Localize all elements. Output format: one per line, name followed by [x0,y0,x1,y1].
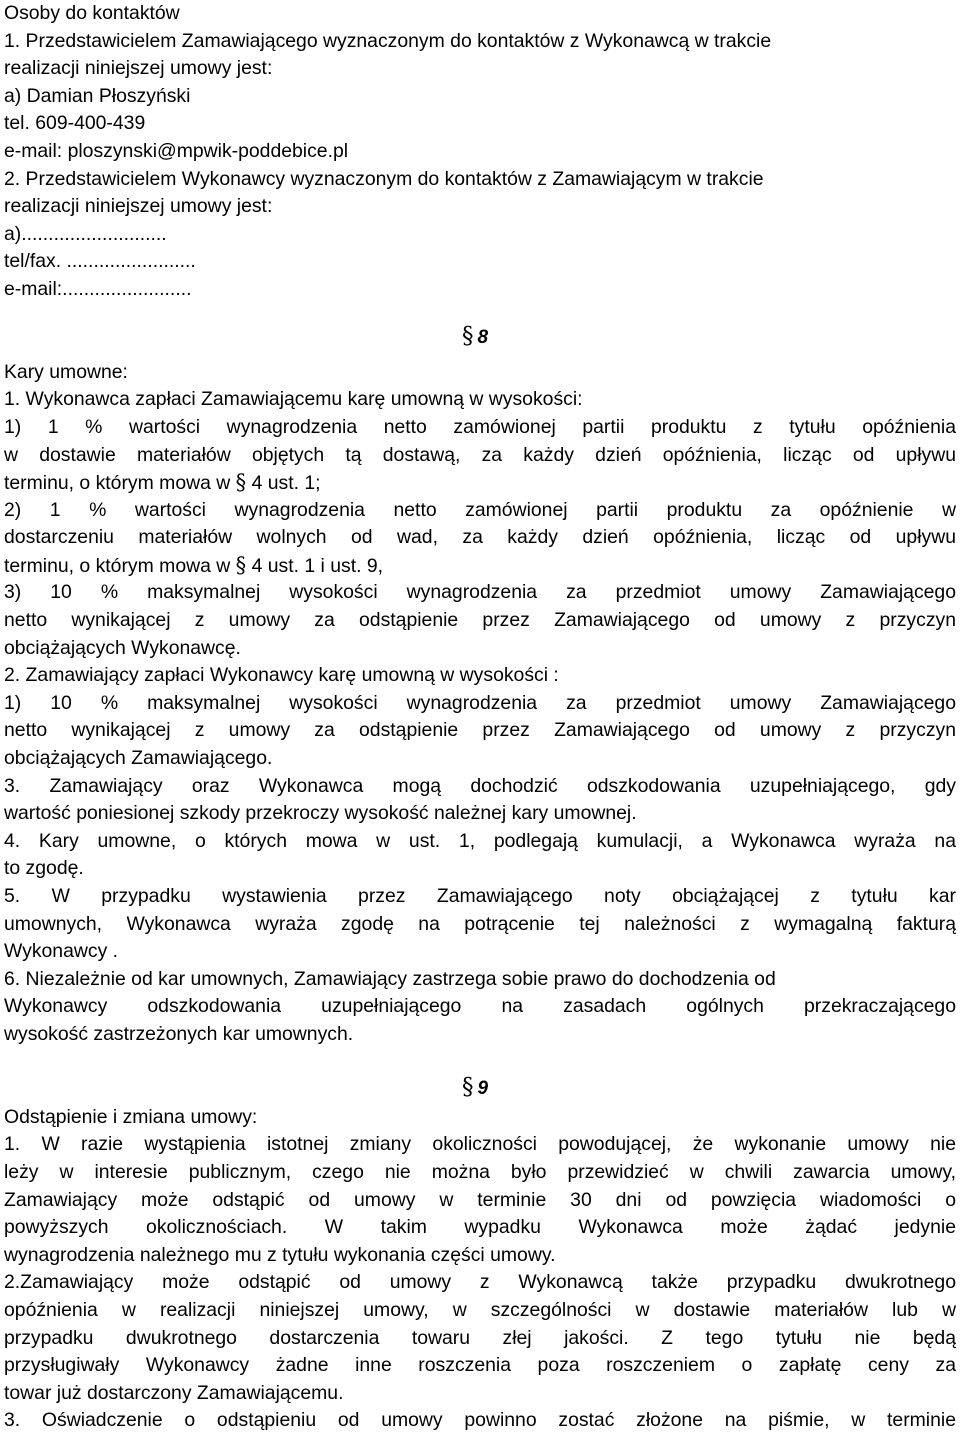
penalties-line-1: 1. Wykonawca zapłaci Zamawiającemu karę umowną w wysokości: [4,388,583,411]
penalties-line-17: 4. Kary umowne, o których mowa w ust. 1, podlegają kumulacji, a Wykonawca wyraża na [4,829,956,852]
section-8-mark [462,323,488,352]
withdrawal-line-1: 1. W razie wystąpienia istotnej zmiany okoliczności powodującej, że wykonanie umowy nie [4,1133,956,1156]
contacts-line-5: e-mail: ploszynski@mpwik-poddebice.pl [4,139,349,162]
withdrawal-line-6: 2.Zamawiający może odstąpić od umowy z Wykonawcą także przypadku dwukrotnego [4,1271,956,1294]
section-sign: § [235,552,247,577]
section-sign: § [462,1074,474,1101]
penalties-line-4: terminu, o którym mowa w § 4 ust. 1; [4,470,321,495]
withdrawal-line-7: opóźnienia w realizacji niniejszej umowy, w szczególności w dostawie materiałów lub w [4,1298,956,1321]
penalties-line-3: w dostawie materiałów objętych tą dostawą, za każdy dzień opóźnienia, licząc od upływu [4,443,956,466]
section-9-heading [4,1076,956,1104]
section-sign: § [235,470,247,495]
document-body [4,0,956,1435]
contacts-line-7: realizacji niniejszej umowy jest: [4,195,273,218]
section-8-heading [4,323,956,359]
contacts-line-8: a)........................... [4,222,167,245]
contacts-line-6: 2. Przedstawicielem Wykonawcy wyznaczonym do kontaktów z Zamawiającym w trakcie [4,167,764,190]
penalties-line-21: Wykonawcy . [4,940,119,963]
contacts-line-3: a) Damian Płoszyński [4,84,191,107]
penalties-line-18: to zgodę. [4,857,84,880]
penalties-heading: Kary umowne: [4,360,128,383]
withdrawal-line-11: 3. Oświadczenie o odstąpieniu od umowy powinno zostać złożone na piśmie, w terminie [4,1409,956,1432]
contacts-heading: Osoby do kontaktów [4,2,180,24]
penalties-line-16: wartość poniesionej szkody przekroczy wysokość należnej kary umownej. [4,802,637,825]
penalties-line-6: dostarczeniu materiałów wolnych od wad, za każdy dzień opóźnienia, licząc od upływu [4,526,956,549]
withdrawal-line-4: powyższych okolicznościach. W takim wypadku Wykonawca może żądać jedynie [4,1216,956,1239]
section-8-number: 8 [477,327,489,349]
contacts-line-10: e-mail:........................ [4,277,192,300]
section-9-number: 9 [477,1078,489,1100]
contacts-line-2: realizacji niniejszej umowy jest: [4,57,273,80]
penalties-line-12: 1) 10 % maksymalnej wysokości wynagrodzenia za przedmiot umowy Zamawiającego [4,691,956,714]
penalties-line-19: 5. W przypadku wystawienia przez Zamawiającego noty obciążającej z tytułu kar [4,885,956,907]
penalties-line-2: 1) 1 % wartości wynagrodzenia netto zamówionej partii produktu z tytułu opóźnienia [4,415,956,438]
penalties-line-22: 6. Niezależnie od kar umownych, Zamawiający zastrzega sobie prawo do dochodzenia od [4,967,776,990]
contacts-line-4: tel. 609-400-439 [4,112,146,135]
penalties-line-24: wysokość zastrzeżonych kar umownych. [4,1022,354,1045]
penalties-line-23: Wykonawcy odszkodowania uzupełniającego na zasadach ogólnych przekraczającego [4,995,956,1018]
penalties-line-11: 2. Zamawiający zapłaci Wykonawcy karę umowną w wysokości : [4,664,559,687]
withdrawal-line-9: przysługiwały Wykonawcy żadne inne roszczenia poza roszczeniem o zapłatę ceny za [4,1354,956,1377]
penalties-line-9: netto wynikającej z umowy za odstąpienie przez Zamawiającego od umowy z przyczyn [4,609,956,632]
section-sign: § [462,323,474,350]
withdrawal-line-8: przypadku dwukrotnego dostarczenia towaru złej jakości. Z tego tytułu nie będą [4,1326,956,1349]
penalties-line-8: 3) 10 % maksymalnej wysokości wynagrodzenia za przedmiot umowy Zamawiającego [4,581,956,604]
contacts-line-1: 1. Przedstawicielem Zamawiającego wyznaczonym do kontaktów z Wykonawcą w trakcie [4,29,772,52]
penalties-line-5: 2) 1 % wartości wynagrodzenia netto zamówionej partii produktu za opóźnienie w [4,498,956,521]
withdrawal-line-2: leży w interesie publicznym, czego nie można było przewidzieć w chwili zawarcia umowy, [4,1160,956,1183]
penalties-line-14: obciążających Zamawiającego. [4,747,273,770]
withdrawal-line-10: towar już dostarczony Zamawiającemu. [4,1381,344,1404]
penalties-line-10: obciążających Wykonawcę. [4,636,241,659]
section-9-mark [462,1074,488,1103]
withdrawal-line-5: wynagrodzenia należnego mu z tytułu wykonania części umowy. [4,1243,556,1266]
withdrawal-line-3: Zamawiający może odstąpić od umowy w terminie 30 dni od powzięcia wiadomości o [4,1188,956,1211]
penalties-line-7: terminu, o którym mowa w § 4 ust. 1 i ust. 9, [4,552,384,577]
contacts-line-9: tel/fax. ........................ [4,250,196,273]
penalties-line-13: netto wynikającej z umowy za odstąpienie przez Zamawiającego od umowy z przyczyn [4,719,956,742]
withdrawal-heading: Odstąpienie i zmiana umowy: [4,1105,258,1128]
penalties-line-20: umownych, Wykonawca wyraża zgodę na potrącenie tej należności z wymagalną fakturą [4,912,956,935]
penalties-line-15: 3. Zamawiający oraz Wykonawca mogą dochodzić odszkodowania uzupełniającego, gdy [4,774,956,797]
